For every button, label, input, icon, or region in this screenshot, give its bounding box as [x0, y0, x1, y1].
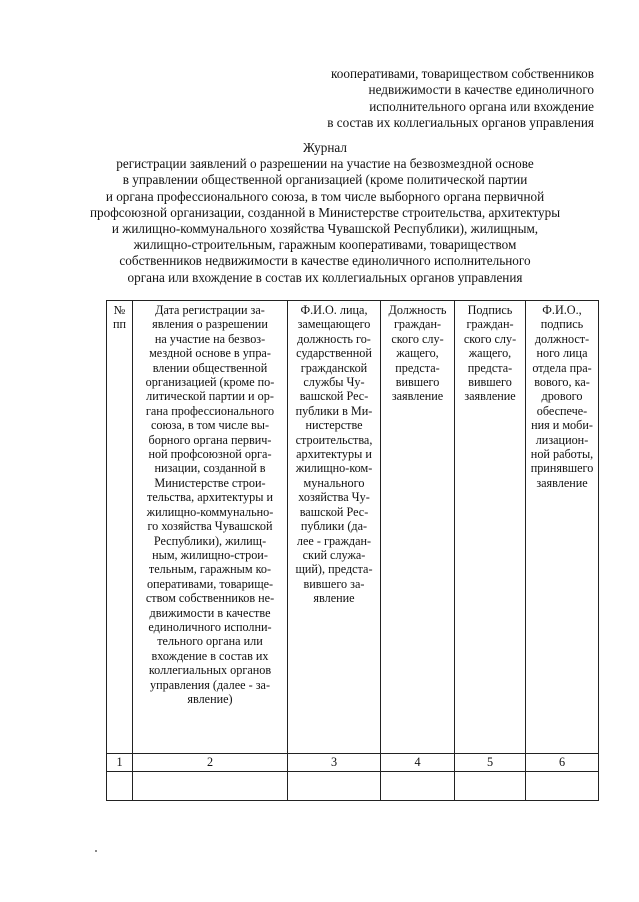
header-text-line: жилищно-ком-: [295, 461, 373, 476]
empty-entry-row: [107, 772, 599, 801]
header-text-line: публики (да-: [300, 519, 368, 534]
header-text-line: вившего: [395, 375, 440, 390]
column-number: 6: [526, 754, 599, 772]
header-text-line: ского слу-: [463, 331, 517, 346]
header-text-line: ством собственников не-: [145, 591, 275, 606]
header-text-line: вхождение в состав их: [151, 648, 269, 663]
header-text-line: жащего,: [468, 346, 512, 361]
journal-title-block: [90, 140, 560, 286]
header-text-line: предста-: [395, 360, 440, 375]
header-text-line: лизацион-: [535, 432, 589, 447]
header-text-line: тельного органа или: [157, 634, 263, 649]
column-number: 3: [288, 754, 381, 772]
header-text-line: вившего за-: [303, 576, 365, 591]
header-line: исполнительного органа или вхождение: [369, 98, 594, 114]
empty-cell: [455, 772, 526, 801]
header-text-line: заявление: [464, 389, 516, 404]
header-text-line: сударственной: [296, 346, 372, 361]
header-text-line: низации, созданной в: [154, 461, 266, 476]
header-text-line: публики в Ми-: [295, 403, 373, 418]
scan-speck: [95, 850, 97, 852]
empty-cell: [107, 772, 133, 801]
subtitle-line: и органа профессионального союза, в том числе выборного органа первичной: [105, 188, 545, 204]
header-text-line: жилищно-коммунально-: [146, 504, 274, 519]
journal-subtitle: [90, 156, 560, 286]
header-text-line: тельства, архитектуры и: [147, 490, 273, 505]
empty-cell: [381, 772, 455, 801]
subtitle-line: жилищно-строительным, гаражным кооперативами, товариществом: [133, 237, 517, 253]
column-number: 1: [107, 754, 133, 772]
header-text-line: заявление: [536, 475, 588, 490]
header-line: недвижимости в качестве единоличного: [368, 82, 594, 98]
header-text-line: влении общественной: [152, 360, 268, 375]
header-text-line: пп: [112, 317, 127, 332]
header-text-line: Республики), жилищ-: [153, 533, 267, 548]
header-text-line: замещающего: [297, 317, 371, 332]
header-text-line: отдела пра-: [532, 360, 592, 375]
column-header-3: [288, 301, 381, 754]
column-header-2: [133, 301, 288, 754]
column-number: 4: [381, 754, 455, 772]
header-text-line: ния и моби-: [531, 418, 593, 433]
header-text-line: вившего: [468, 375, 512, 390]
header-text-line: ной профсоюзной орга-: [148, 447, 272, 462]
subtitle-line: профсоюзной организации, созданной в Министерстве строительства, архитектуры: [90, 204, 561, 220]
header-text-line: ной работы,: [530, 447, 594, 462]
header-text-line: должност-: [534, 331, 590, 346]
journal-table: [106, 300, 599, 801]
header-right-note: [318, 66, 594, 131]
header-text-line: Подпись: [467, 303, 513, 317]
header-text-line: явление: [313, 591, 355, 606]
subtitle-line: собственников недвижимости в качестве единоличного исполнительного: [119, 253, 531, 269]
empty-cell: [133, 772, 288, 801]
header-line: в состав их коллегиальных органов управления: [327, 114, 594, 130]
header-text-line: дрового: [541, 389, 583, 404]
column-number: 2: [133, 754, 288, 772]
header-text-line: борного органа первич-: [148, 432, 272, 447]
header-text-line: №: [113, 303, 126, 317]
column-number-row: [107, 754, 599, 772]
header-text-line: тельным, гаражным ко-: [148, 562, 272, 577]
column-header-6: [526, 301, 599, 754]
header-text-line: коллегиальных органов: [148, 663, 272, 678]
header-text-line: нистерстве: [305, 418, 363, 433]
header-text-line: литической партии и ор-: [146, 389, 274, 404]
header-text-line: го хозяйства Чувашской: [147, 519, 273, 534]
header-text-line: вашской Рес-: [299, 389, 369, 404]
header-text-line: архитектуры и: [296, 447, 372, 462]
header-text-line: ский служа-: [302, 547, 366, 562]
header-text-line: единоличного исполни-: [148, 619, 272, 634]
header-text-line: заявление: [391, 389, 444, 404]
header-text-line: организацией (кроме по-: [145, 375, 275, 390]
header-text-line: оперативами, товарище-: [146, 576, 274, 591]
header-text-line: Должность: [388, 303, 447, 317]
subtitle-line: регистрации заявлений о разрешении на участие на безвозмездной основе: [116, 156, 534, 172]
subtitle-line: и жилищно-коммунального хозяйства Чувашской Республики), жилищным,: [111, 221, 539, 237]
header-text-line: гражданской: [300, 360, 368, 375]
empty-cell: [526, 772, 599, 801]
header-text-line: лее - граждан-: [296, 533, 372, 548]
header-text-line: союза, в том числе вы-: [150, 418, 270, 433]
header-text-line: вового, ка-: [534, 375, 590, 390]
header-text-line: управления (далее - за-: [149, 677, 270, 692]
header-text-line: Дата регистрации за-: [155, 303, 265, 317]
header-text-line: службы Чу-: [303, 375, 365, 390]
header-text-line: явление): [187, 691, 233, 706]
header-text-line: предста-: [467, 360, 513, 375]
header-text-line: должность го-: [297, 331, 371, 346]
header-text-line: ным, жилищно-строи-: [152, 547, 268, 562]
header-text-line: хозяйства Чу-: [298, 490, 370, 505]
header-text-line: гана профессионального: [145, 403, 275, 418]
header-text-line: подпись: [540, 317, 584, 332]
header-text-line: Ф.И.О.,: [542, 303, 582, 317]
header-text-line: мездной основе в упра-: [149, 346, 271, 361]
column-header-4: [381, 301, 455, 754]
header-text-line: явления о разрешении: [152, 317, 268, 332]
header-text-line: щий), предста-: [295, 562, 373, 577]
subtitle-line: в управлении общественной организацией (кроме политической партии: [122, 172, 528, 188]
header-text-line: вашской Рес-: [299, 504, 369, 519]
header-text-line: на участие на безвоз-: [154, 331, 266, 346]
header-text-line: движимости в качестве: [149, 605, 271, 620]
journal-title: Журнал: [303, 140, 347, 155]
empty-cell: [288, 772, 381, 801]
header-text-line: жащего,: [396, 346, 439, 361]
subtitle-line: органа или вхождение в состав их коллегиальных органов управления: [127, 269, 523, 285]
column-header-5: [455, 301, 526, 754]
header-text-line: Министерстве строи-: [154, 475, 266, 490]
column-header-1: [107, 301, 133, 754]
header-text-line: граждан-: [466, 317, 514, 332]
column-number: 5: [455, 754, 526, 772]
header-line: кооперативами, товариществом собственников: [331, 66, 594, 81]
header-text-line: мунального: [303, 475, 365, 490]
header-text-line: ного лица: [536, 346, 588, 361]
header-text-line: обеспече-: [536, 403, 588, 418]
header-text-line: принявшего: [530, 461, 594, 476]
header-text-line: ского слу-: [391, 331, 444, 346]
header-text-line: строительства,: [295, 432, 373, 447]
header-text-line: граждан-: [393, 317, 442, 332]
header-text-line: Ф.И.О. лица,: [300, 303, 368, 317]
table-header-row: [107, 301, 599, 754]
